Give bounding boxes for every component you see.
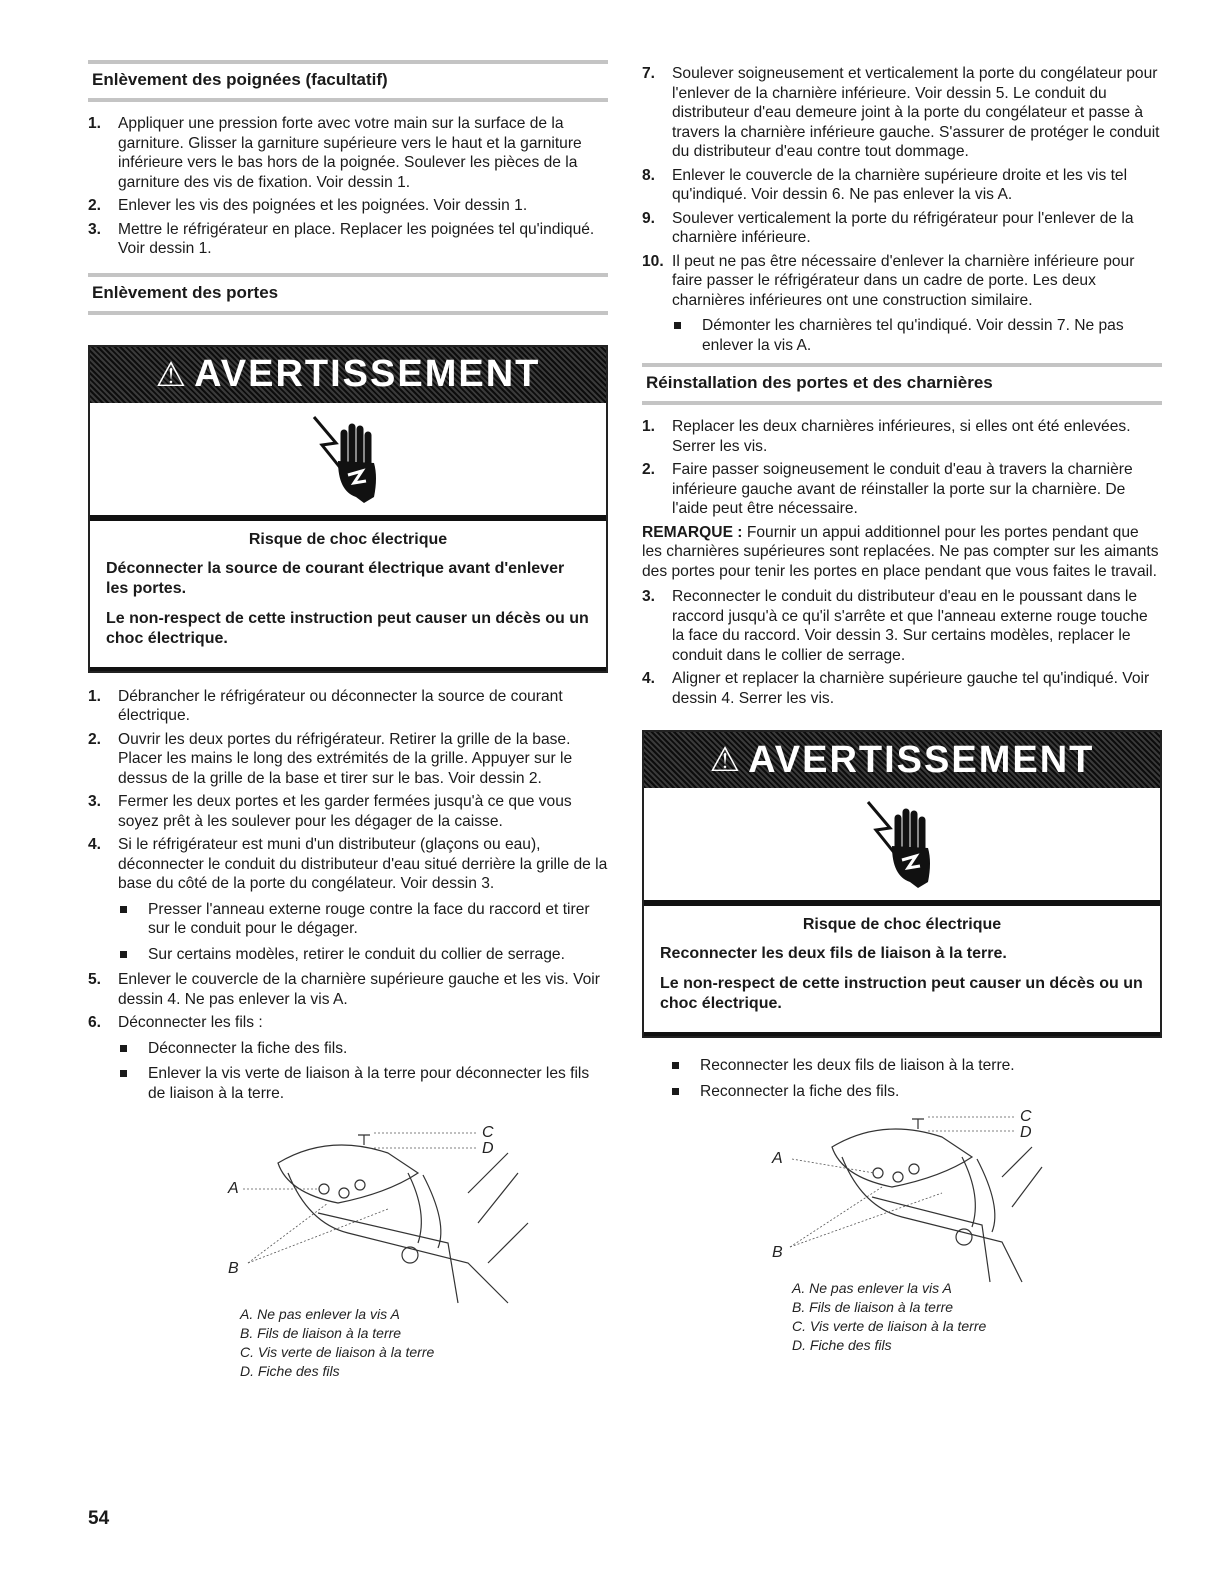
warning-text — [90, 521, 606, 671]
list-item: 3. Fermer les deux portes et les garder fermées jusqu'à ce que vous soyez prêt à les soulever pour les dégager de la caisse. — [88, 793, 572, 830]
warning-consequence: Le non-respect de cette instruction peut causer un décès ou un choc électrique. — [660, 975, 1143, 1012]
list-item: 2. Ouvrir les deux portes du réfrigérateur. Retirer la grille de la base. Placer les mains le long des extrémités de la grille. Appuyer sur le dessus de la grille de la base et tirer sur le bas. Voir dessin 2. — [88, 730, 573, 787]
right-column — [642, 64, 1162, 1355]
bullet-item: Presser l'anneau externe rouge contre la face du raccord et tirer sur le conduit pour le dégager. — [118, 900, 608, 939]
hinge-wiring-figure — [642, 1107, 1162, 1287]
figure-label-d: D — [482, 1140, 494, 1157]
list-item: 1. Appliquer une pression forte avec votre main sur la surface de la garniture. Glisser la garniture supérieure vers le haut et la garniture inférieure vers le bas hors de la poignée. Soulever les pièces de la garniture des vis de fixation. Voir dessin 1. — [88, 115, 582, 191]
remark-label: REMARQUE : — [642, 523, 743, 541]
figure-label-b: B — [772, 1244, 783, 1261]
list-item: 4. Si le réfrigérateur est muni d'un distributeur (glaçons ou eau), déconnecter le conduit du distributeur d'eau situé derrière la grille de la base du côté de la porte du congélateur. Voir dessin 3. Presser l'anneau externe rouge contre la face du raccord et tirer sur le conduit pour le dégager. Sur certains modèles, retirer le conduit du collier de serrage. — [88, 836, 608, 963]
electric-shock-icon — [90, 403, 606, 521]
warning-banner: ⚠ AVERTISSEMENT — [90, 347, 606, 403]
warning-title: Risque de choc électrique — [802, 916, 1002, 933]
warning-box — [642, 730, 1162, 1038]
warning-triangle-icon: ⚠ — [709, 741, 743, 779]
figure-label-a: A — [772, 1150, 783, 1167]
list-item: 1. Replacer les deux charnières inférieures, si elles ont été enlevées. Serrer les vis. — [642, 418, 1131, 455]
bullet-item: Reconnecter les deux fils de liaison à la terre. — [670, 1056, 1162, 1076]
bullet-item: Déconnecter la fiche des fils. — [118, 1039, 608, 1059]
list-item: 5. Enlever le couvercle de la charnière supérieure gauche et les vis. Voir dessin 4. Ne pas enlever la vis A. — [88, 971, 600, 1008]
handles-heading: Enlèvement des poignées (facultatif) — [88, 60, 608, 102]
warning-title: Risque de choc électrique — [248, 530, 448, 548]
list-item: 1. Débrancher le réfrigérateur ou déconnecter la source de courant électrique. — [88, 687, 563, 724]
warning-instruction: Reconnecter les deux fils de liaison à la terre. — [660, 945, 1007, 962]
reinstall-steps-continued — [642, 587, 1162, 708]
bullet-item: Reconnecter la fiche des fils. — [670, 1082, 1162, 1102]
reinstall-heading: Réinstallation des portes et des charnières — [642, 363, 1162, 405]
reconnect-bullets — [670, 1056, 1162, 1101]
warning-triangle-icon: ⚠ — [155, 355, 189, 394]
handles-steps — [88, 114, 608, 259]
warning-text — [644, 906, 1160, 1036]
bullet-item: Enlever la vis verte de liaison à la terre pour déconnecter les fils de liaison à la terre. — [118, 1064, 608, 1103]
warning-consequence: Le non-respect de cette instruction peut causer un décès ou un choc électrique. — [106, 609, 589, 647]
door-steps — [88, 687, 608, 1104]
figure-label-c: C — [1020, 1108, 1032, 1125]
list-item: 6. Déconnecter les fils : Déconnecter la fiche des fils. Enlever la vis verte de liaison à la terre pour déconnecter les fils de liaison à la terre. — [88, 1013, 608, 1103]
list-item: 3. Mettre le réfrigérateur en place. Replacer les poignées tel qu'indiqué. Voir dessin 1. — [88, 220, 595, 257]
list-item: 4. Aligner et replacer la charnière supérieure gauche tel qu'indiqué. Voir dessin 4. Serrer les vis. — [642, 670, 1150, 707]
list-item: 10. Il peut ne pas être nécessaire d'enlever la charnière inférieure pour faire passer le réfrigérateur dans un cadre de porte. Les deux charnières inférieures ont une construction similaire. Démonter les charnières tel qu'indiqué. Voir dessin 7. Ne pas enlever la vis A. — [642, 252, 1162, 356]
list-item: 2. Enlever les vis des poignées et les poignées. Voir dessin 1. — [88, 197, 528, 214]
figure-label-d: D — [1020, 1124, 1032, 1141]
bullet-item: Sur certains modèles, retirer le conduit du collier de serrage. — [118, 945, 608, 965]
door-steps-continued — [642, 64, 1162, 355]
electric-shock-icon — [644, 788, 1160, 906]
doors-heading: Enlèvement des portes — [88, 273, 608, 315]
hinge-drawing — [88, 1113, 608, 1313]
figure-caption: A. Ne pas enlever la vis A B. Fils de liaison à la terre C. Vis verte de liaison à la terre D. Fiche des fils — [792, 1280, 987, 1353]
page-number: 54 — [88, 1508, 110, 1529]
figure-label-c: C — [482, 1124, 494, 1141]
reinstall-steps — [642, 417, 1162, 519]
hinge-drawing — [642, 1107, 1162, 1287]
left-column — [88, 60, 608, 1381]
warning-instruction: Déconnecter la source de courant électrique avant d'enlever les portes. — [106, 559, 565, 597]
list-item: 3. Reconnecter le conduit du distributeur d'eau en le poussant dans le raccord jusqu'à ce qu'il s'arrête et que l'anneau externe rouge touche la face du raccord. Voir dessin 3. Sur certains modèles, replacer le conduit dans le collier de serrage. — [642, 588, 1148, 664]
figure-label-b: B — [228, 1260, 239, 1277]
warning-banner: ⚠ AVERTISSEMENT — [644, 732, 1160, 788]
list-item: 8. Enlever le couvercle de la charnière supérieure droite et les vis tel qu'indiqué. Voir dessin 6. Ne pas enlever la vis A. — [642, 166, 1128, 203]
bullet-item: Démonter les charnières tel qu'indiqué. Voir dessin 7. Ne pas enlever la vis A. — [672, 316, 1162, 355]
list-item: 9. Soulever verticalement la porte du réfrigérateur pour l'enlever de la charnière inférieure. — [642, 209, 1134, 246]
list-item: 2. Faire passer soigneusement le conduit d'eau à travers la charnière inférieure gauche avant de réinstaller la porte sur la charnière. De l'aide peut être nécessaire. — [642, 461, 1133, 517]
warning-box — [88, 345, 608, 673]
figure-label-a: A — [228, 1180, 239, 1197]
hinge-wiring-figure — [88, 1113, 608, 1313]
list-item: 7. Soulever soigneusement et verticalement la porte du congélateur pour l'enlever de la charnière inférieure. Voir dessin 5. Le conduit du distributeur d'eau demeure joint à la porte du congélateur et passe à travers la charnière inférieure gauche. S'assurer de protéger le conduit du distributeur d'eau contre tout dommage. — [642, 65, 1160, 160]
remark-note: REMARQUE : Fournir un appui additionnel pour les portes pendant que les charnières supérieures sont replacées. Ne pas compter sur les aimants des portes pour tenir les portes en place pendant que vous faites le travail. — [642, 523, 1159, 580]
figure-caption: A. Ne pas enlever la vis A B. Fils de liaison à la terre C. Vis verte de liaison à la terre D. Fiche des fils — [240, 1306, 435, 1379]
